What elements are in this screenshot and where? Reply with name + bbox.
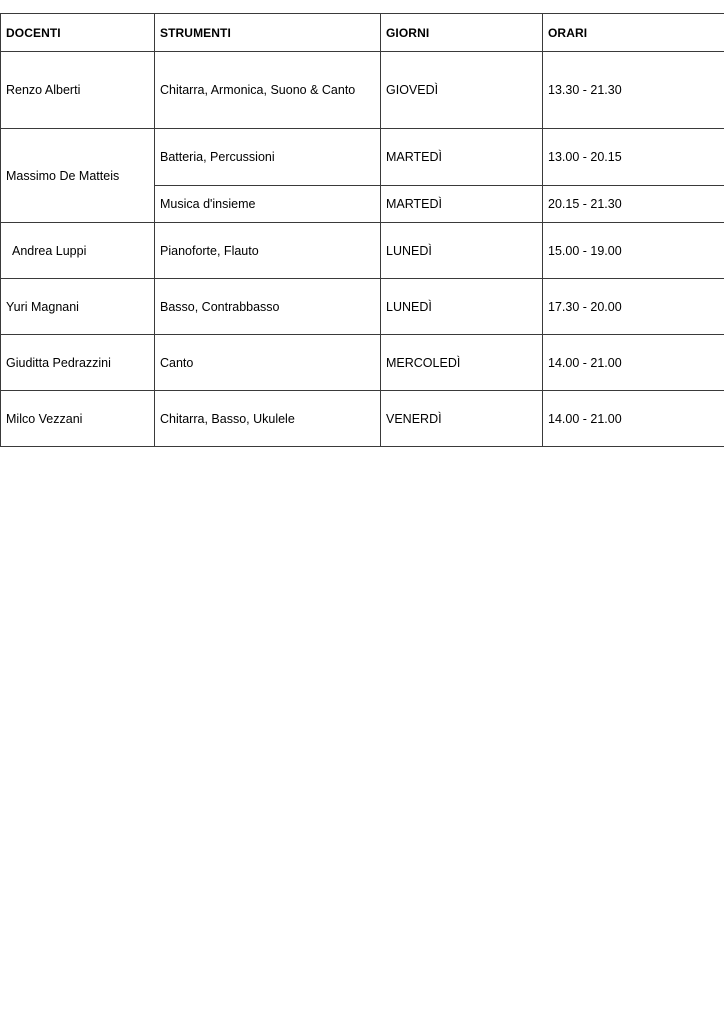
cell-orari: 13.30 - 21.30 xyxy=(543,52,724,129)
cell-docente: Giuditta Pedrazzini xyxy=(1,335,155,391)
cell-giorni: GIOVEDÌ xyxy=(381,52,543,129)
cell-giorni: LUNEDÌ xyxy=(381,223,543,279)
cell-orari: 14.00 - 21.00 xyxy=(543,335,724,391)
cell-orari: 14.00 - 21.00 xyxy=(543,391,724,447)
table-row xyxy=(1,391,724,447)
cell-docente: Andrea Luppi xyxy=(1,223,155,279)
cell-docente: Massimo De Matteis xyxy=(1,129,155,223)
table-header-row xyxy=(1,14,724,52)
cell-strumenti: Pianoforte, Flauto xyxy=(155,223,381,279)
cell-giorni: MERCOLEDÌ xyxy=(381,335,543,391)
cell-orari: 15.00 - 19.00 xyxy=(543,223,724,279)
header-giorni: GIORNI xyxy=(381,14,543,52)
cell-docente: Renzo Alberti xyxy=(1,52,155,129)
cell-strumenti: Chitarra, Armonica, Suono & Canto xyxy=(155,52,381,129)
header-strumenti: STRUMENTI xyxy=(155,14,381,52)
cell-orari: 13.00 - 20.15 xyxy=(543,129,724,186)
table-row xyxy=(1,335,724,391)
header-orari: ORARI xyxy=(543,14,724,52)
table-row xyxy=(1,279,724,335)
table-row xyxy=(1,52,724,129)
header-docenti: DOCENTI xyxy=(1,14,155,52)
cell-docente: Yuri Magnani xyxy=(1,279,155,335)
table-row xyxy=(1,223,724,279)
cell-strumenti: Musica d'insieme xyxy=(155,186,381,223)
cell-giorni: VENERDÌ xyxy=(381,391,543,447)
schedule-table xyxy=(0,13,724,447)
cell-strumenti: Basso, Contrabbasso xyxy=(155,279,381,335)
cell-giorni: MARTEDÌ xyxy=(381,186,543,223)
cell-giorni: LUNEDÌ xyxy=(381,279,543,335)
cell-docente: Milco Vezzani xyxy=(1,391,155,447)
cell-orari: 17.30 - 20.00 xyxy=(543,279,724,335)
table-row xyxy=(1,129,724,186)
cell-strumenti: Canto xyxy=(155,335,381,391)
cell-strumenti: Batteria, Percussioni xyxy=(155,129,381,186)
cell-giorni: MARTEDÌ xyxy=(381,129,543,186)
cell-orari: 20.15 - 21.30 xyxy=(543,186,724,223)
cell-strumenti: Chitarra, Basso, Ukulele xyxy=(155,391,381,447)
